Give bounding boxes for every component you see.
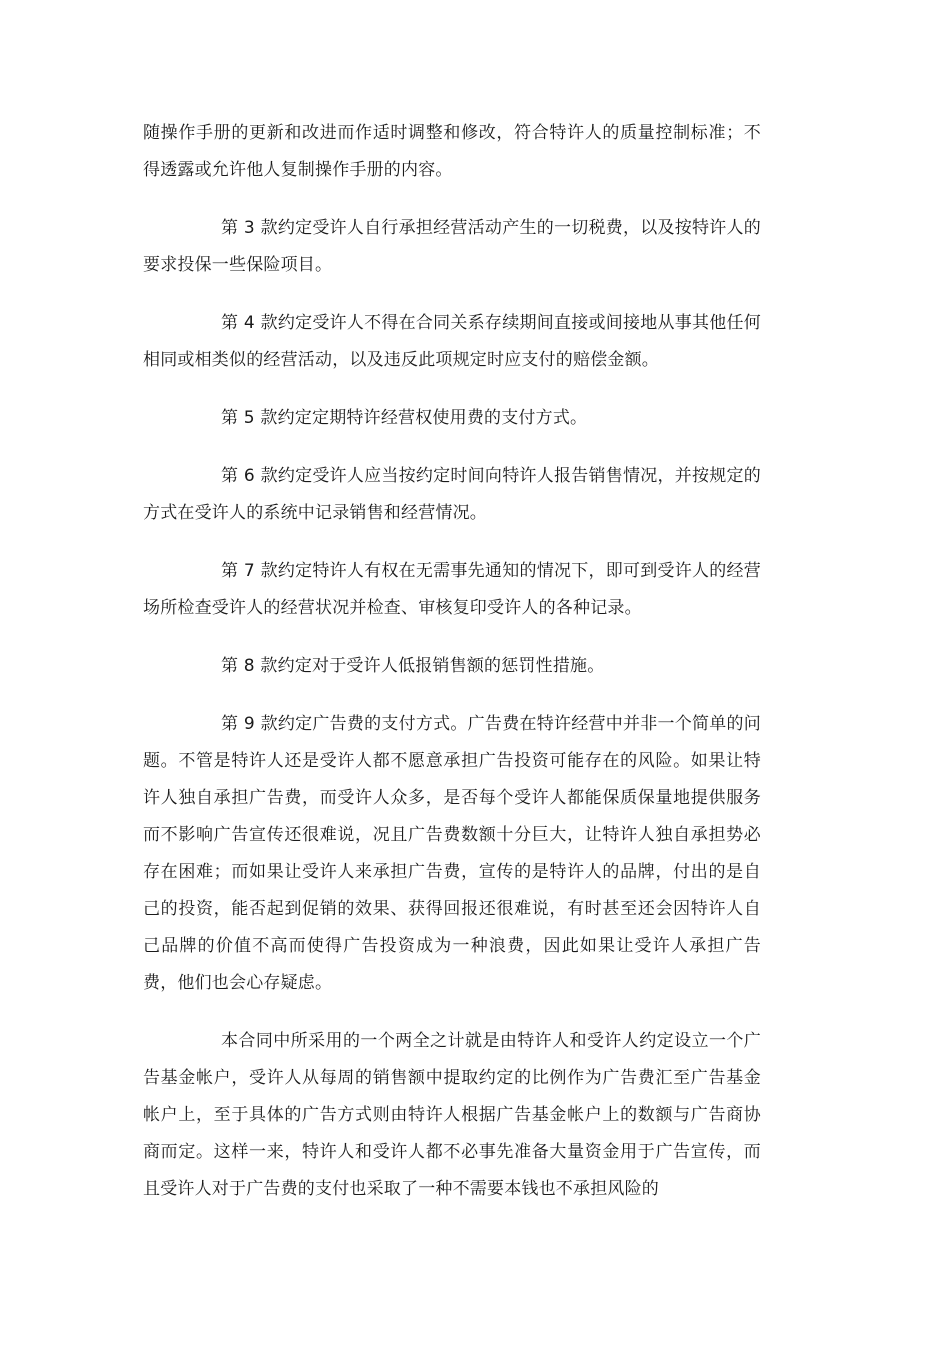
paragraph-4: 第 5 款约定定期特许经营权使用费的支付方式。 [221,408,588,428]
paragraph-9: 本合同中所采用的一个两全之计就是由特许人和受许人约定设立一个广告基金帐户，受许人从每周的销售额中提取约定的比例作为广告费汇至广告基金帐户上，至于具体的广告方式则由特许人根据广告基金帐户上的数额与广告商协商而定。这样一来，特许人和受许人都不必事先准备大量资金用于广告宣传，而且受许人对于广告费的支付也采取了一种不需要本钱也不承担风险的 [143,1031,761,1199]
paragraph-8: 第 9 款约定广告费的支付方式。广告费在特许经营中并非一个简单的问题。不管是特许人还是受许人都不愿意承担广告投资可能存在的风险。如果让特许人独自承担广告费，而受许人众多，是否每个受许人都能保质保量地提供服务而不影响广告宣传还很难说，况且广告费数额十分巨大，让特许人独自承担势必存在困难；而如果让受许人来承担广告费，宣传的是特许人的品牌，付出的是自己的投资，能否起到促销的效果、获得回报还很难说，有时甚至还会因特许人自己品牌的价值不高而使得广告投资成为一种浪费，因此如果让受许人承担广告费，他们也会心存疑虑。 [143,714,761,993]
document-body [143,115,761,1208]
paragraph-6: 第 7 款约定特许人有权在无需事先通知的情况下，即可到受许人的经营场所检查受许人的经营状况并检查、审核复印受许人的各种记录。 [143,561,761,618]
paragraph-2: 第 3 款约定受许人自行承担经营活动产生的一切税费，以及按特许人的要求投保一些保险项目。 [143,218,761,275]
paragraph-1: 随操作手册的更新和改进而作适时调整和修改，符合特许人的质量控制标准；不得透露或允许他人复制操作手册的内容。 [143,123,761,180]
paragraph-7: 第 8 款约定对于受许人低报销售额的惩罚性措施。 [221,656,605,676]
paragraph-5: 第 6 款约定受许人应当按约定时间向特许人报告销售情况，并按规定的方式在受许人的系统中记录销售和经营情况。 [143,466,761,523]
paragraph-3: 第 4 款约定受许人不得在合同关系存续期间直接或间接地从事其他任何相同或相类似的经营活动，以及违反此项规定时应支付的赔偿金额。 [143,313,761,370]
